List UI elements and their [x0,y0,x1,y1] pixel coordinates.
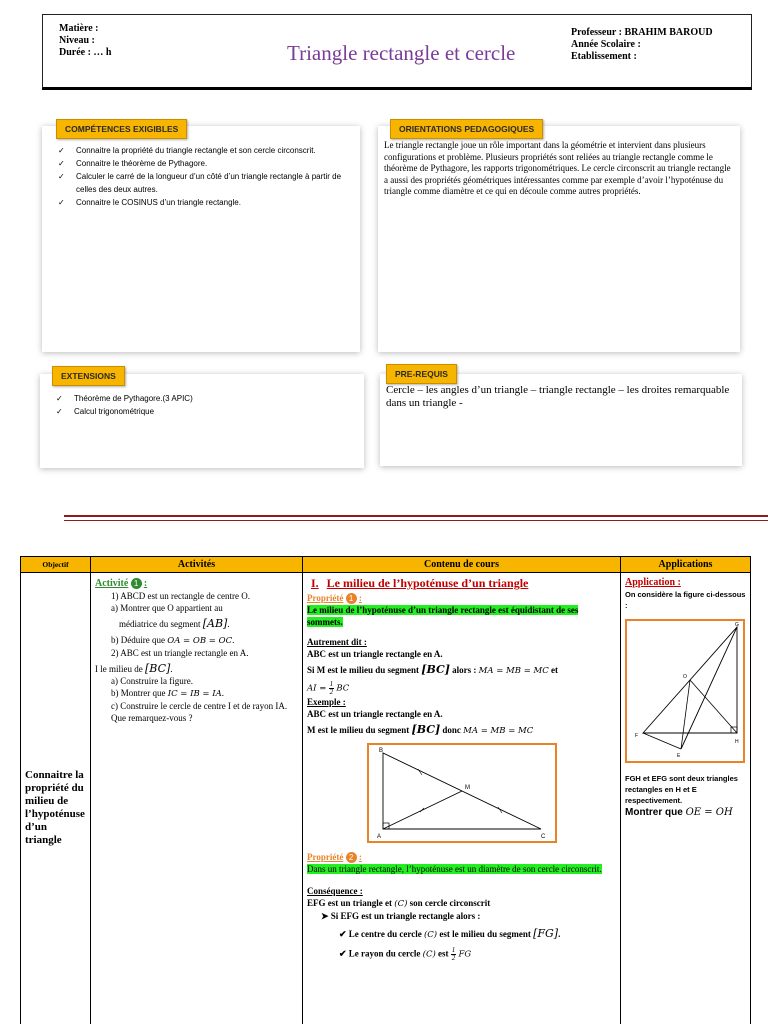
activite-text: b) Montrer que [111,688,166,698]
extensions-panel [40,374,364,468]
header-activites: Activités [91,557,303,573]
cours-text: alors : [452,665,477,675]
prerequis-panel [380,374,742,466]
math-expr: (C) [423,930,438,940]
application-title: Application : [625,577,681,588]
cours-text: M est le milieu du segment [307,725,410,735]
list-item: ✓ Calcul trigonométrique [52,405,342,418]
extensions-tag: EXTENSIONS [52,366,125,386]
activite-line: b) Déduire que OA = OB = OC. [111,635,235,646]
activite-line: 1) ABCD est un rectangle de centre O. [111,591,250,601]
activite-line: a) Montrer que O appartient au [111,603,223,613]
activite-line: médiatrice du segment [AB]. [119,617,230,630]
orientations-text: Le triangle rectangle joue un rôle important dans la géométrie et intervient dans plusieurs configurations et problème. Plusieurs propriétés sont reliées au triangle rectangle comme le théorème de Pythagore, les rapports trigonométriques. Le cercle circonscrit au triangle rectangle a aussi des propriétés géométriques intéressantes comme par exemple d’avoir l’hypoténuse du triangle comme diamètre et ce qui en découle comme autres propriétés. [384,140,731,196]
math-expr: (C) [394,899,408,909]
consequence-line [307,897,616,910]
activite-colon: : [143,578,148,589]
cours-text: est le milieu du segment [439,929,531,939]
activite-line: 2) ABC est un triangle rectangle en A. [111,648,249,658]
cours-text: Le centre du cercle [348,929,422,939]
cours-text: et [550,665,558,675]
autrement-dit-line: ABC est un triangle rectangle en A. [307,649,443,659]
activite-line: a) Construire la figure. [111,676,193,686]
vertex-label-f: F [635,733,639,739]
section-title-text: Le milieu de l’hypoténuse d’un triangle [326,576,529,590]
math-expr: MA = MB = MC [478,666,549,676]
application-text: FGH et EFG sont deux triangles rectangles en H et E respectivement. [625,774,738,805]
matiere-label: Matière : [59,23,99,34]
consequence-title: Conséquence : [307,886,363,896]
question-text: Montrer que [625,807,683,818]
header-objectif: Objectif [21,557,91,573]
activite-line: c) Construire le cercle de centre I et de rayon IA. Que remarquez-vous ? [111,701,288,723]
duree-label: Durée : … h [59,47,112,58]
propriete-number-badge: 2 [346,852,357,863]
activite-number-badge: 1 [131,578,142,589]
tick-mark [418,769,422,775]
competences-list [54,144,344,209]
etablissement-label: Etablissement : [571,51,637,62]
fraction-denominator: 2 [329,688,334,696]
header-right [571,27,713,63]
list-item: ✓ Calculer le carré de la longueur d’un côté d’un triangle rectangle à partir de celles des deux autres. [54,170,344,196]
arrow-icon: ➤ [321,911,329,921]
header-applications: Applications [621,557,751,573]
consequence-check-item [307,947,616,962]
cours-text: Si M est le milieu du segment [307,665,419,675]
propriete-label: Propriété [307,593,344,603]
application-figure-box [625,619,745,763]
contenu-cell [303,573,621,1024]
exemple-line: ABC est un triangle rectangle en A. [307,709,443,719]
list-item: ✓ Connaitre le théorème de Pythagore. [54,157,344,170]
consequence-arrow-item [307,910,616,922]
cours-text: Si EFG est un triangle rectangle alors : [330,911,481,921]
objectif-cell: Connaitre la propriété du milieu de l’hypoténuse d’un triangle [21,573,91,1024]
header-contenu: Contenu de cours [303,557,621,573]
cours-text: EFG est un triangle et [307,898,392,908]
vertex-label-m: M [465,785,470,791]
fraction-numerator: 1 [451,946,456,954]
fraction-denominator: 2 [451,954,456,962]
vertex-label-h: H [735,739,739,745]
lesson-table [20,556,751,1024]
exemple-line [307,724,616,737]
vertex-label-o: O [683,674,687,680]
fraction-numerator: 1 [329,680,334,688]
exemple-figure-box [367,743,557,843]
applications-cell [621,573,751,1024]
cours-text: son cercle circonscrit [409,898,491,908]
list-item: ✓ Connaitre la propriété du triangle rectangle et son cercle circonscrit. [54,144,344,157]
cours-text: Le rayon du cercle [348,948,421,959]
math-expr: MA = MB = MC [463,726,534,736]
section-number: I. [311,576,319,590]
professeur-label: Professeur : BRAHIM BAROUD [571,27,713,38]
section-title [307,577,616,589]
math-expr: [AB] [202,617,228,630]
competences-panel [42,126,360,352]
cours-text: est [438,948,449,959]
header-box [42,14,752,90]
propriete-number-badge: 1 [346,593,357,604]
propriete-1-highlight: Le milieu de l’hypoténuse d’un triangle rectangle est équidistant de ses sommets. [307,605,579,627]
list-item: ✓ Théorème de Pythagore.(3 APIC) [52,392,342,405]
propriete-2-text [307,863,616,875]
activite-text: médiatrice du segment [119,619,201,629]
application-figure [627,621,743,761]
segment-eg [681,627,737,749]
table-row [21,573,751,1024]
prerequis-text: Cercle – les angles d’un triangle – triangle rectangle – les droites remarquable dans un triangle - [386,384,730,409]
extensions-list [52,392,342,418]
list-item: ✓ Connaitre le COSINUS d’un triangle rectangle. [54,196,344,209]
median-am [383,791,462,829]
propriete-2-highlight: Dans un triangle rectangle, l’hypoténuse est un diamètre de son cercle circonscrit. [307,864,602,874]
activite-line: b) Montrer que IC = IB = IA. [111,688,224,699]
activite-line: I le milieu de [BC]. [95,662,173,675]
propriete-label: Propriété [307,852,344,862]
application-intro: On considère la figure ci-dessous : [625,590,746,610]
activites-cell [91,573,303,1024]
prerequis-tag: PRE-REQUIS [386,364,457,384]
separator-line-thin [64,520,768,521]
document-title: Triangle rectangle et cercle [287,41,516,65]
consequence-check-item: ✔ Le centre du cercle (C) est le milieu du segment [FG]. [339,927,561,940]
math-expr: [BC] [144,662,171,675]
check-icon: ✔ [339,929,347,939]
exemple-triangle-figure [369,745,555,841]
math-expr: [FG] [533,927,559,940]
application-question [625,806,746,819]
vertex-label-e: E [677,753,681,759]
cours-text: donc [442,725,461,735]
math-expr: (C) [422,949,436,960]
orientations-tag: ORIENTATIONS PEDAGOGIQUES [390,119,543,139]
header-left [59,23,112,59]
autrement-dit-line [307,681,616,696]
math-expr: BC [336,683,350,694]
activite-title [95,577,298,590]
propriete-1-title: Propriété 1 : [307,593,362,603]
fraction [451,947,457,962]
vertex-label-b: B [379,748,384,754]
math-expr: [BC] [411,723,441,736]
activite-title-text: Activité [95,578,129,589]
fraction [329,681,335,696]
niveau-label: Niveau : [59,35,95,46]
autrement-dit-line [307,664,616,677]
annee-label: Année Scolaire : [571,39,641,50]
propriete-1-text [307,604,616,628]
math-expr: OE = OH [685,807,733,818]
table-header-row [21,557,751,573]
separator-line [64,515,768,517]
math-expr: AI = [307,683,327,694]
competences-tag: COMPÉTENCES EXIGIBLES [56,119,187,139]
orientations-panel [378,126,740,352]
math-expr: IC = IB = IA [167,689,222,699]
autrement-dit-title: Autrement dit : [307,637,367,647]
vertex-label-a: A [377,834,382,840]
segment-oh [690,680,737,733]
vertex-label-c: C [541,834,546,840]
propriete-2-title: Propriété 2 : [307,852,362,862]
exemple-title: Exemple : [307,697,346,707]
vertex-label-g: G [735,622,739,628]
check-icon: ✔ [339,948,347,959]
math-expr: OA = OB = OC [167,636,233,646]
math-expr: [BC] [421,663,450,676]
math-expr: FG [458,949,472,960]
activite-text: b) Déduire que [111,635,165,645]
activite-text: I le milieu de [95,664,143,674]
segment-fe [643,733,681,749]
